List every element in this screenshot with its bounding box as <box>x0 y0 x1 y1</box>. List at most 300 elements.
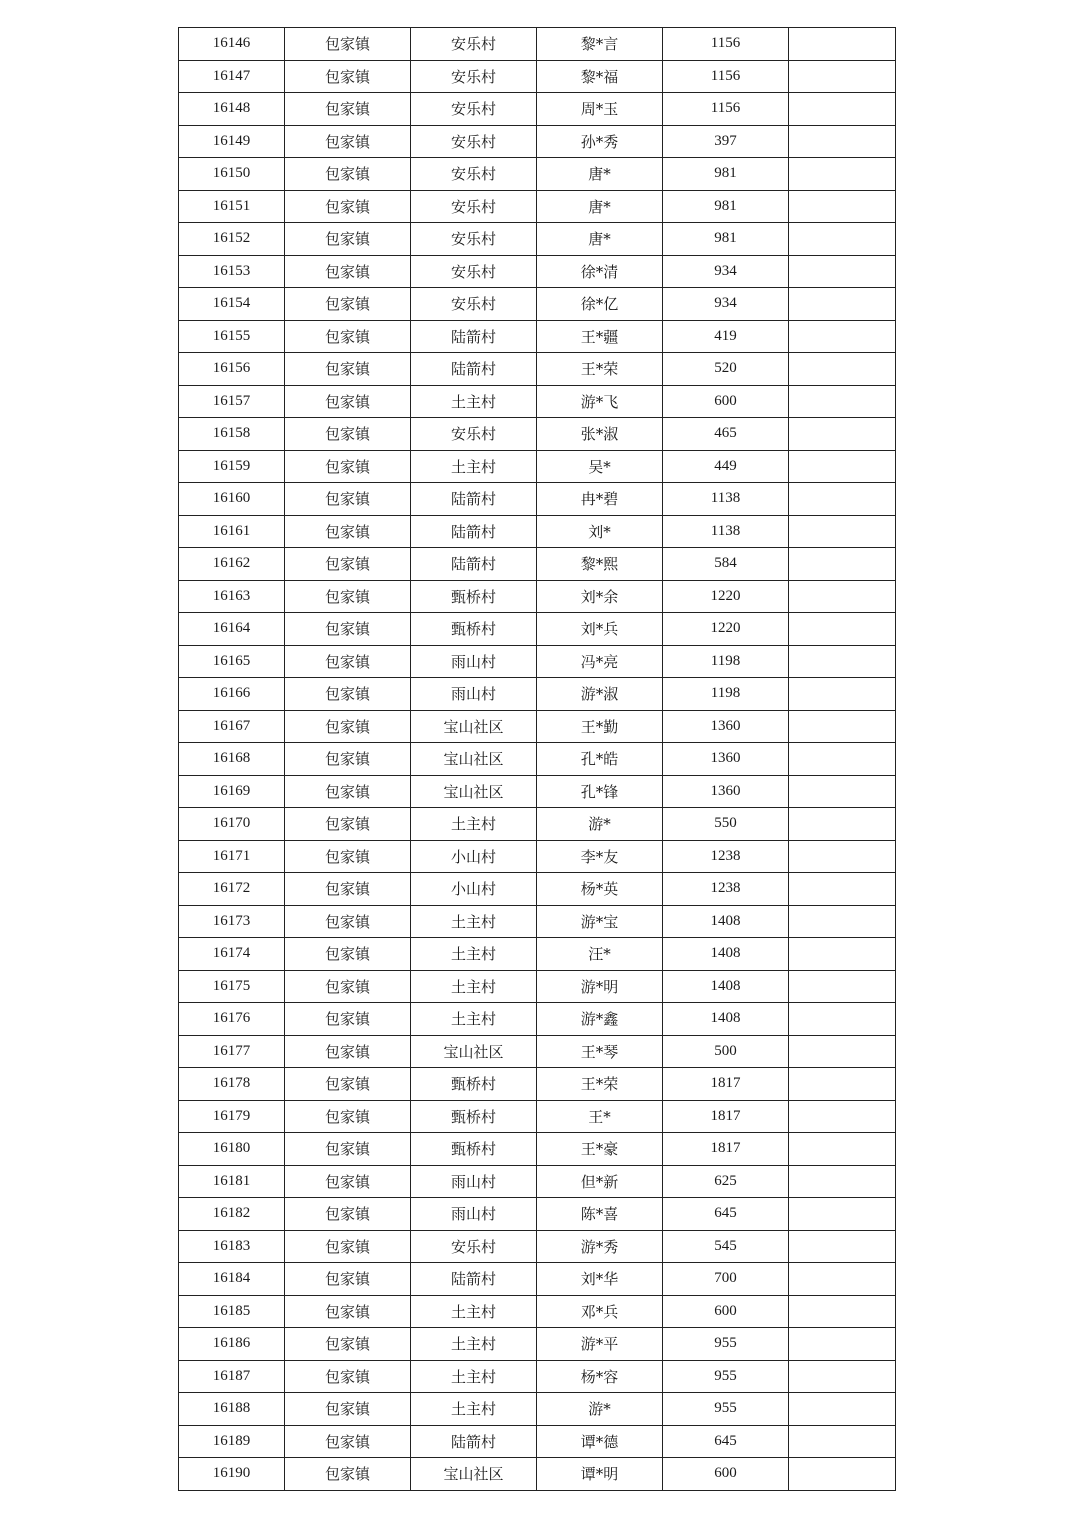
cell-town: 包家镇 <box>285 970 411 1003</box>
cell-note <box>789 1295 896 1328</box>
cell-person-name: 谭*德 <box>537 1425 663 1458</box>
table-row <box>179 1295 896 1328</box>
cell-town: 包家镇 <box>285 255 411 288</box>
cell-town: 包家镇 <box>285 1003 411 1036</box>
cell-village: 宝山社区 <box>411 1035 537 1068</box>
table-row <box>179 1198 896 1231</box>
cell-note <box>789 905 896 938</box>
cell-village: 宝山社区 <box>411 710 537 743</box>
table-row <box>179 158 896 191</box>
table-row <box>179 905 896 938</box>
table-row <box>179 645 896 678</box>
cell-village: 安乐村 <box>411 255 537 288</box>
cell-village: 土主村 <box>411 1393 537 1426</box>
cell-town: 包家镇 <box>285 1393 411 1426</box>
cell-note <box>789 1328 896 1361</box>
cell-village: 安乐村 <box>411 418 537 451</box>
cell-village: 小山村 <box>411 873 537 906</box>
cell-amount: 1238 <box>663 873 789 906</box>
cell-note <box>789 1100 896 1133</box>
cell-amount: 1138 <box>663 483 789 516</box>
cell-village: 甄桥村 <box>411 1133 537 1166</box>
cell-serial-number: 16172 <box>179 873 285 906</box>
cell-village: 陆箭村 <box>411 1263 537 1296</box>
cell-note <box>789 873 896 906</box>
table-row <box>179 1458 896 1491</box>
cell-person-name: 徐*清 <box>537 255 663 288</box>
cell-amount: 955 <box>663 1360 789 1393</box>
cell-serial-number: 16164 <box>179 613 285 646</box>
cell-serial-number: 16163 <box>179 580 285 613</box>
cell-serial-number: 16155 <box>179 320 285 353</box>
cell-town: 包家镇 <box>285 580 411 613</box>
cell-serial-number: 16148 <box>179 93 285 126</box>
cell-amount: 1238 <box>663 840 789 873</box>
cell-village: 土主村 <box>411 1328 537 1361</box>
cell-note <box>789 743 896 776</box>
cell-village: 雨山村 <box>411 645 537 678</box>
cell-town: 包家镇 <box>285 320 411 353</box>
cell-note <box>789 1165 896 1198</box>
cell-town: 包家镇 <box>285 288 411 321</box>
cell-village: 陆箭村 <box>411 548 537 581</box>
table-row <box>179 1263 896 1296</box>
cell-serial-number: 16147 <box>179 60 285 93</box>
cell-town: 包家镇 <box>285 418 411 451</box>
cell-serial-number: 16158 <box>179 418 285 451</box>
cell-note <box>789 710 896 743</box>
cell-amount: 700 <box>663 1263 789 1296</box>
table-row <box>179 743 896 776</box>
cell-village: 土主村 <box>411 970 537 1003</box>
cell-village: 雨山村 <box>411 1198 537 1231</box>
cell-note <box>789 60 896 93</box>
cell-note <box>789 1458 896 1491</box>
cell-village: 陆箭村 <box>411 483 537 516</box>
table-row <box>179 28 896 61</box>
cell-serial-number: 16180 <box>179 1133 285 1166</box>
cell-village: 土主村 <box>411 1295 537 1328</box>
cell-amount: 600 <box>663 1458 789 1491</box>
table-row <box>179 93 896 126</box>
cell-serial-number: 16156 <box>179 353 285 386</box>
cell-town: 包家镇 <box>285 515 411 548</box>
cell-person-name: 王*豪 <box>537 1133 663 1166</box>
cell-village: 甄桥村 <box>411 613 537 646</box>
cell-amount: 981 <box>663 223 789 256</box>
table-row <box>179 60 896 93</box>
cell-village: 安乐村 <box>411 93 537 126</box>
cell-person-name: 唐* <box>537 158 663 191</box>
cell-amount: 584 <box>663 548 789 581</box>
cell-note <box>789 1035 896 1068</box>
cell-village: 甄桥村 <box>411 1100 537 1133</box>
cell-village: 雨山村 <box>411 1165 537 1198</box>
cell-village: 土主村 <box>411 938 537 971</box>
table-row <box>179 320 896 353</box>
cell-town: 包家镇 <box>285 158 411 191</box>
cell-town: 包家镇 <box>285 483 411 516</box>
cell-village: 土主村 <box>411 808 537 841</box>
cell-serial-number: 16174 <box>179 938 285 971</box>
table-row <box>179 1100 896 1133</box>
cell-person-name: 唐* <box>537 190 663 223</box>
cell-serial-number: 16179 <box>179 1100 285 1133</box>
cell-amount: 934 <box>663 255 789 288</box>
table-row <box>179 385 896 418</box>
cell-town: 包家镇 <box>285 223 411 256</box>
cell-town: 包家镇 <box>285 873 411 906</box>
cell-person-name: 黎*言 <box>537 28 663 61</box>
cell-town: 包家镇 <box>285 840 411 873</box>
cell-amount: 1817 <box>663 1100 789 1133</box>
cell-amount: 1220 <box>663 613 789 646</box>
table-row <box>179 580 896 613</box>
cell-note <box>789 515 896 548</box>
cell-town: 包家镇 <box>285 1263 411 1296</box>
cell-village: 土主村 <box>411 450 537 483</box>
cell-note <box>789 158 896 191</box>
cell-serial-number: 16169 <box>179 775 285 808</box>
cell-town: 包家镇 <box>285 1165 411 1198</box>
table-row <box>179 288 896 321</box>
table-row <box>179 1360 896 1393</box>
cell-town: 包家镇 <box>285 190 411 223</box>
cell-serial-number: 16150 <box>179 158 285 191</box>
cell-amount: 1220 <box>663 580 789 613</box>
cell-serial-number: 16177 <box>179 1035 285 1068</box>
cell-village: 陆箭村 <box>411 1425 537 1458</box>
cell-note <box>789 255 896 288</box>
cell-person-name: 杨*容 <box>537 1360 663 1393</box>
cell-person-name: 游*明 <box>537 970 663 1003</box>
cell-person-name: 刘*余 <box>537 580 663 613</box>
cell-person-name: 黎*福 <box>537 60 663 93</box>
cell-serial-number: 16183 <box>179 1230 285 1263</box>
cell-person-name: 孔*锋 <box>537 775 663 808</box>
cell-town: 包家镇 <box>285 905 411 938</box>
cell-amount: 934 <box>663 288 789 321</box>
cell-town: 包家镇 <box>285 613 411 646</box>
table-row <box>179 483 896 516</box>
cell-person-name: 游*鑫 <box>537 1003 663 1036</box>
table-row <box>179 1328 896 1361</box>
table-row <box>179 418 896 451</box>
cell-town: 包家镇 <box>285 385 411 418</box>
cell-amount: 1817 <box>663 1133 789 1166</box>
cell-amount: 500 <box>663 1035 789 1068</box>
cell-serial-number: 16153 <box>179 255 285 288</box>
cell-town: 包家镇 <box>285 1295 411 1328</box>
cell-town: 包家镇 <box>285 1458 411 1491</box>
cell-village: 甄桥村 <box>411 1068 537 1101</box>
cell-amount: 600 <box>663 1295 789 1328</box>
cell-village: 安乐村 <box>411 288 537 321</box>
table-row <box>179 1068 896 1101</box>
cell-person-name: 王*勤 <box>537 710 663 743</box>
cell-note <box>789 808 896 841</box>
cell-note <box>789 483 896 516</box>
cell-serial-number: 16182 <box>179 1198 285 1231</box>
table-row <box>179 223 896 256</box>
cell-village: 宝山社区 <box>411 743 537 776</box>
cell-town: 包家镇 <box>285 1230 411 1263</box>
table-row <box>179 840 896 873</box>
table-row <box>179 938 896 971</box>
table-row <box>179 970 896 1003</box>
table-row <box>179 1035 896 1068</box>
cell-amount: 545 <box>663 1230 789 1263</box>
cell-town: 包家镇 <box>285 938 411 971</box>
cell-person-name: 唐* <box>537 223 663 256</box>
cell-amount: 1198 <box>663 645 789 678</box>
cell-village: 土主村 <box>411 1003 537 1036</box>
cell-person-name: 李*友 <box>537 840 663 873</box>
cell-person-name: 游*宝 <box>537 905 663 938</box>
cell-village: 宝山社区 <box>411 775 537 808</box>
cell-amount: 625 <box>663 1165 789 1198</box>
cell-person-name: 邓*兵 <box>537 1295 663 1328</box>
cell-serial-number: 16181 <box>179 1165 285 1198</box>
cell-amount: 520 <box>663 353 789 386</box>
cell-amount: 1408 <box>663 938 789 971</box>
cell-note <box>789 385 896 418</box>
cell-serial-number: 16161 <box>179 515 285 548</box>
cell-note <box>789 190 896 223</box>
cell-amount: 1360 <box>663 710 789 743</box>
cell-amount: 1817 <box>663 1068 789 1101</box>
cell-amount: 449 <box>663 450 789 483</box>
cell-village: 甄桥村 <box>411 580 537 613</box>
table-row <box>179 548 896 581</box>
cell-person-name: 刘* <box>537 515 663 548</box>
cell-note <box>789 28 896 61</box>
cell-person-name: 徐*亿 <box>537 288 663 321</box>
cell-person-name: 张*淑 <box>537 418 663 451</box>
cell-serial-number: 16149 <box>179 125 285 158</box>
cell-serial-number: 16151 <box>179 190 285 223</box>
cell-town: 包家镇 <box>285 1360 411 1393</box>
cell-town: 包家镇 <box>285 710 411 743</box>
cell-serial-number: 16162 <box>179 548 285 581</box>
cell-town: 包家镇 <box>285 1198 411 1231</box>
cell-amount: 1156 <box>663 28 789 61</box>
cell-person-name: 孔*皓 <box>537 743 663 776</box>
cell-serial-number: 16188 <box>179 1393 285 1426</box>
table-row <box>179 1003 896 1036</box>
cell-note <box>789 450 896 483</box>
cell-amount: 465 <box>663 418 789 451</box>
cell-village: 安乐村 <box>411 28 537 61</box>
cell-serial-number: 16168 <box>179 743 285 776</box>
cell-town: 包家镇 <box>285 1100 411 1133</box>
cell-serial-number: 16170 <box>179 808 285 841</box>
cell-note <box>789 1425 896 1458</box>
cell-amount: 1408 <box>663 970 789 1003</box>
cell-amount: 981 <box>663 158 789 191</box>
cell-person-name: 游* <box>537 808 663 841</box>
cell-note <box>789 1198 896 1231</box>
cell-note <box>789 353 896 386</box>
cell-person-name: 冉*碧 <box>537 483 663 516</box>
cell-person-name: 游*淑 <box>537 678 663 711</box>
cell-person-name: 王* <box>537 1100 663 1133</box>
cell-serial-number: 16190 <box>179 1458 285 1491</box>
cell-village: 安乐村 <box>411 158 537 191</box>
cell-serial-number: 16157 <box>179 385 285 418</box>
cell-serial-number: 16184 <box>179 1263 285 1296</box>
cell-town: 包家镇 <box>285 1328 411 1361</box>
cell-person-name: 王*琴 <box>537 1035 663 1068</box>
cell-person-name: 刘*华 <box>537 1263 663 1296</box>
cell-amount: 1360 <box>663 775 789 808</box>
roster-table-body <box>179 28 896 1491</box>
cell-note <box>789 418 896 451</box>
cell-village: 土主村 <box>411 385 537 418</box>
cell-amount: 1156 <box>663 60 789 93</box>
cell-village: 雨山村 <box>411 678 537 711</box>
cell-note <box>789 1230 896 1263</box>
cell-town: 包家镇 <box>285 678 411 711</box>
cell-town: 包家镇 <box>285 353 411 386</box>
cell-amount: 981 <box>663 190 789 223</box>
table-row <box>179 353 896 386</box>
cell-note <box>789 970 896 1003</box>
table-row <box>179 808 896 841</box>
cell-village: 安乐村 <box>411 125 537 158</box>
cell-person-name: 王*荣 <box>537 1068 663 1101</box>
cell-note <box>789 1263 896 1296</box>
table-row <box>179 1230 896 1263</box>
cell-town: 包家镇 <box>285 1425 411 1458</box>
cell-note <box>789 775 896 808</box>
cell-amount: 1156 <box>663 93 789 126</box>
cell-village: 安乐村 <box>411 1230 537 1263</box>
cell-person-name: 刘*兵 <box>537 613 663 646</box>
cell-town: 包家镇 <box>285 808 411 841</box>
cell-person-name: 陈*喜 <box>537 1198 663 1231</box>
cell-note <box>789 840 896 873</box>
cell-amount: 955 <box>663 1393 789 1426</box>
cell-serial-number: 16160 <box>179 483 285 516</box>
cell-person-name: 游*平 <box>537 1328 663 1361</box>
cell-note <box>789 93 896 126</box>
cell-village: 土主村 <box>411 1360 537 1393</box>
cell-amount: 1408 <box>663 905 789 938</box>
cell-person-name: 游* <box>537 1393 663 1426</box>
cell-village: 土主村 <box>411 905 537 938</box>
cell-serial-number: 16146 <box>179 28 285 61</box>
cell-note <box>789 678 896 711</box>
cell-note <box>789 645 896 678</box>
cell-person-name: 谭*明 <box>537 1458 663 1491</box>
cell-amount: 1360 <box>663 743 789 776</box>
cell-note <box>789 613 896 646</box>
cell-amount: 419 <box>663 320 789 353</box>
cell-note <box>789 580 896 613</box>
cell-person-name: 孙*秀 <box>537 125 663 158</box>
table-row <box>179 873 896 906</box>
table-row <box>179 125 896 158</box>
table-row <box>179 450 896 483</box>
cell-amount: 1138 <box>663 515 789 548</box>
cell-serial-number: 16171 <box>179 840 285 873</box>
cell-amount: 600 <box>663 385 789 418</box>
cell-note <box>789 1068 896 1101</box>
cell-person-name: 冯*亮 <box>537 645 663 678</box>
cell-amount: 1198 <box>663 678 789 711</box>
cell-town: 包家镇 <box>285 125 411 158</box>
cell-amount: 1408 <box>663 1003 789 1036</box>
cell-person-name: 周*玉 <box>537 93 663 126</box>
cell-serial-number: 16187 <box>179 1360 285 1393</box>
cell-amount: 955 <box>663 1328 789 1361</box>
cell-town: 包家镇 <box>285 743 411 776</box>
cell-town: 包家镇 <box>285 645 411 678</box>
cell-person-name: 但*新 <box>537 1165 663 1198</box>
table-row <box>179 775 896 808</box>
cell-town: 包家镇 <box>285 1035 411 1068</box>
cell-note <box>789 1003 896 1036</box>
cell-note <box>789 125 896 158</box>
table-row <box>179 515 896 548</box>
cell-serial-number: 16178 <box>179 1068 285 1101</box>
cell-serial-number: 16166 <box>179 678 285 711</box>
cell-town: 包家镇 <box>285 28 411 61</box>
cell-village: 陆箭村 <box>411 320 537 353</box>
cell-village: 安乐村 <box>411 223 537 256</box>
cell-village: 宝山社区 <box>411 1458 537 1491</box>
cell-town: 包家镇 <box>285 1068 411 1101</box>
cell-village: 陆箭村 <box>411 515 537 548</box>
cell-person-name: 杨*英 <box>537 873 663 906</box>
cell-serial-number: 16165 <box>179 645 285 678</box>
table-row <box>179 1425 896 1458</box>
cell-village: 安乐村 <box>411 190 537 223</box>
cell-serial-number: 16167 <box>179 710 285 743</box>
cell-note <box>789 1360 896 1393</box>
cell-note <box>789 548 896 581</box>
cell-note <box>789 288 896 321</box>
cell-serial-number: 16185 <box>179 1295 285 1328</box>
cell-amount: 645 <box>663 1198 789 1231</box>
cell-town: 包家镇 <box>285 775 411 808</box>
table-row <box>179 1165 896 1198</box>
cell-town: 包家镇 <box>285 548 411 581</box>
cell-amount: 397 <box>663 125 789 158</box>
cell-note <box>789 223 896 256</box>
cell-note <box>789 938 896 971</box>
cell-village: 安乐村 <box>411 60 537 93</box>
cell-serial-number: 16175 <box>179 970 285 1003</box>
cell-person-name: 汪* <box>537 938 663 971</box>
table-row <box>179 678 896 711</box>
cell-town: 包家镇 <box>285 450 411 483</box>
cell-serial-number: 16159 <box>179 450 285 483</box>
cell-amount: 550 <box>663 808 789 841</box>
cell-person-name: 游*飞 <box>537 385 663 418</box>
cell-note <box>789 320 896 353</box>
table-row <box>179 613 896 646</box>
table-row <box>179 710 896 743</box>
cell-person-name: 王*荣 <box>537 353 663 386</box>
cell-serial-number: 16152 <box>179 223 285 256</box>
table-row <box>179 1393 896 1426</box>
cell-serial-number: 16173 <box>179 905 285 938</box>
table-row <box>179 255 896 288</box>
cell-serial-number: 16189 <box>179 1425 285 1458</box>
cell-serial-number: 16176 <box>179 1003 285 1036</box>
